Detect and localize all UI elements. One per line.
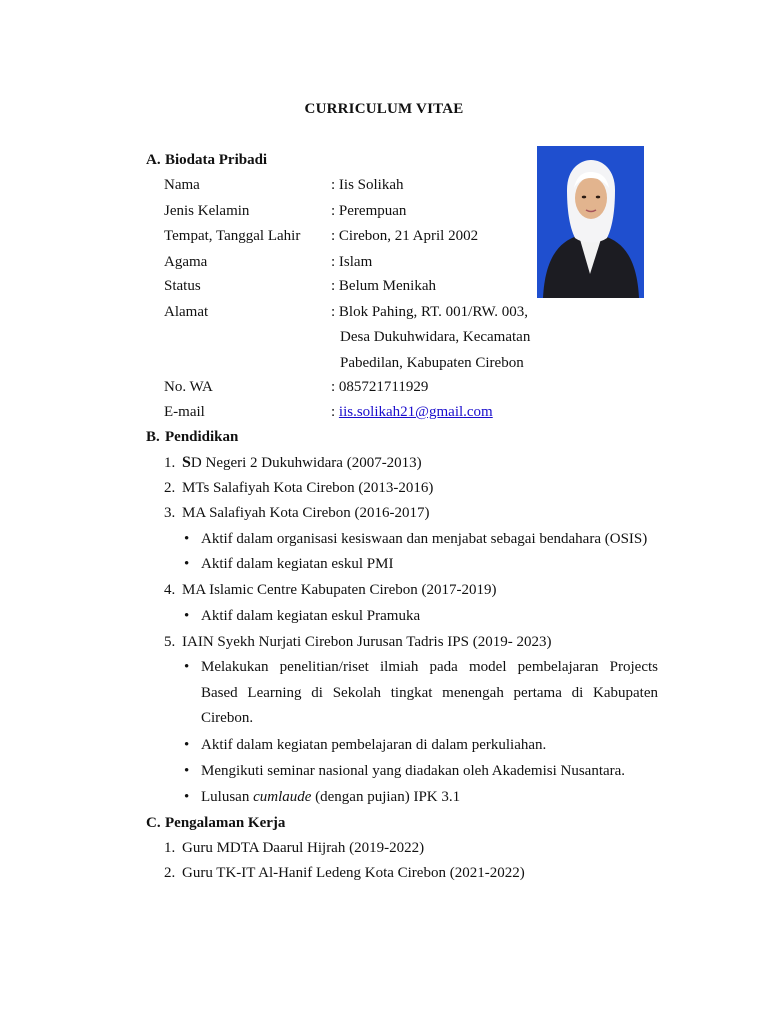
wa-value: : 085721711929 <box>331 379 429 395</box>
status-value: : Belum Menikah <box>331 278 436 294</box>
pendidikan-item-3-bullet-2: Aktif dalam kegiatan eskul PMI <box>201 556 394 572</box>
jenis-kelamin-label: Jenis Kelamin <box>164 203 250 219</box>
profile-photo <box>537 146 644 298</box>
portrait-photo-icon <box>537 146 644 298</box>
bullet-icon: • <box>184 659 190 675</box>
wa-label: No. WA <box>164 379 213 395</box>
alamat-label: Alamat <box>164 304 209 320</box>
pendidikan-item-3-bullet-1: Aktif dalam organisasi kesiswaan dan menjabat sebagai bendahara (OSIS) <box>201 531 648 547</box>
pendidikan-item-1: 1. SD Negeri 2 Dukuhwidara (2007-2013) <box>164 454 422 471</box>
bullet-icon: • <box>184 531 190 547</box>
bullet-icon: • <box>184 763 190 779</box>
pendidikan-item-5-bullet-4: Lulusan cumlaude (dengan pujian) IPK 3.1 <box>201 789 461 805</box>
ttl-value: : Cirebon, 21 April 2002 <box>331 228 479 244</box>
bullet-icon: • <box>184 556 190 572</box>
bullet-icon: • <box>184 608 190 624</box>
alamat-value-line3: Pabedilan, Kabupaten Cirebon <box>340 355 524 371</box>
section-heading-biodata: A. Biodata Pribadi <box>146 152 268 168</box>
pendidikan-item-4-bullet-1: Aktif dalam kegiatan eskul Pramuka <box>201 608 421 624</box>
pengalaman-item-1: 1. Guru MDTA Daarul Hijrah (2019-2022) <box>164 840 425 856</box>
ttl-label: Tempat, Tanggal Lahir <box>164 228 301 244</box>
email-colon: : <box>331 404 339 420</box>
pendidikan-item-4: 4. MA Islamic Centre Kabupaten Cirebon (2017-2019) <box>164 582 497 598</box>
pendidikan-item-3: 3. MA Salafiyah Kota Cirebon (2016-2017) <box>164 505 430 521</box>
nama-value: : Iis Solikah <box>331 177 404 193</box>
agama-label: Agama <box>164 254 208 270</box>
jenis-kelamin-value: : Perempuan <box>331 203 407 219</box>
section-heading-pengalaman: C. Pengalaman Kerja <box>146 815 286 831</box>
pendidikan-item-5-bullet-1-line-3: Cirebon. <box>201 710 254 726</box>
pengalaman-item-2: 2. Guru TK-IT Al-Hanif Ledeng Kota Cirebon (2021-2022) <box>164 865 525 881</box>
pendidikan-item-2: 2. MTs Salafiyah Kota Cirebon (2013-2016) <box>164 480 434 496</box>
bullet-icon: • <box>184 737 190 753</box>
email-label: E-mail <box>164 404 205 420</box>
alamat-value-line2: Desa Dukuhwidara, Kecamatan <box>340 329 531 345</box>
pendidikan-item-5: 5. IAIN Syekh Nurjati Cirebon Jurusan Tadris IPS (2019- 2023) <box>164 634 552 650</box>
pendidikan-item-5-bullet-1-line-2: Based Learning di Sekolah tingkat menengah pertama di Kabupaten <box>201 685 658 701</box>
pendidikan-item-5-bullet-2: Aktif dalam kegiatan pembelajaran di dalam perkuliahan. <box>201 737 547 753</box>
nama-label: Nama <box>164 177 200 193</box>
document-title: CURRICULUM VITAE <box>304 101 464 117</box>
alamat-value-line1: : Blok Pahing, RT. 001/RW. 003, <box>331 304 529 320</box>
email-link[interactable]: iis.solikah21@gmail.com <box>338 404 493 420</box>
email-value-row <box>331 404 493 421</box>
pendidikan-item-5-bullet-1-line-1: Melakukan penelitian/riset ilmiah pada model pembelajaran Projects <box>201 659 658 675</box>
pendidikan-item-5-bullet-3: Mengikuti seminar nasional yang diadakan oleh Akademisi Nusantara. <box>201 763 626 779</box>
bullet-icon: • <box>184 789 190 805</box>
section-heading-pendidikan: B. Pendidikan <box>146 429 239 445</box>
status-label: Status <box>164 278 201 294</box>
agama-value: : Islam <box>331 254 373 270</box>
